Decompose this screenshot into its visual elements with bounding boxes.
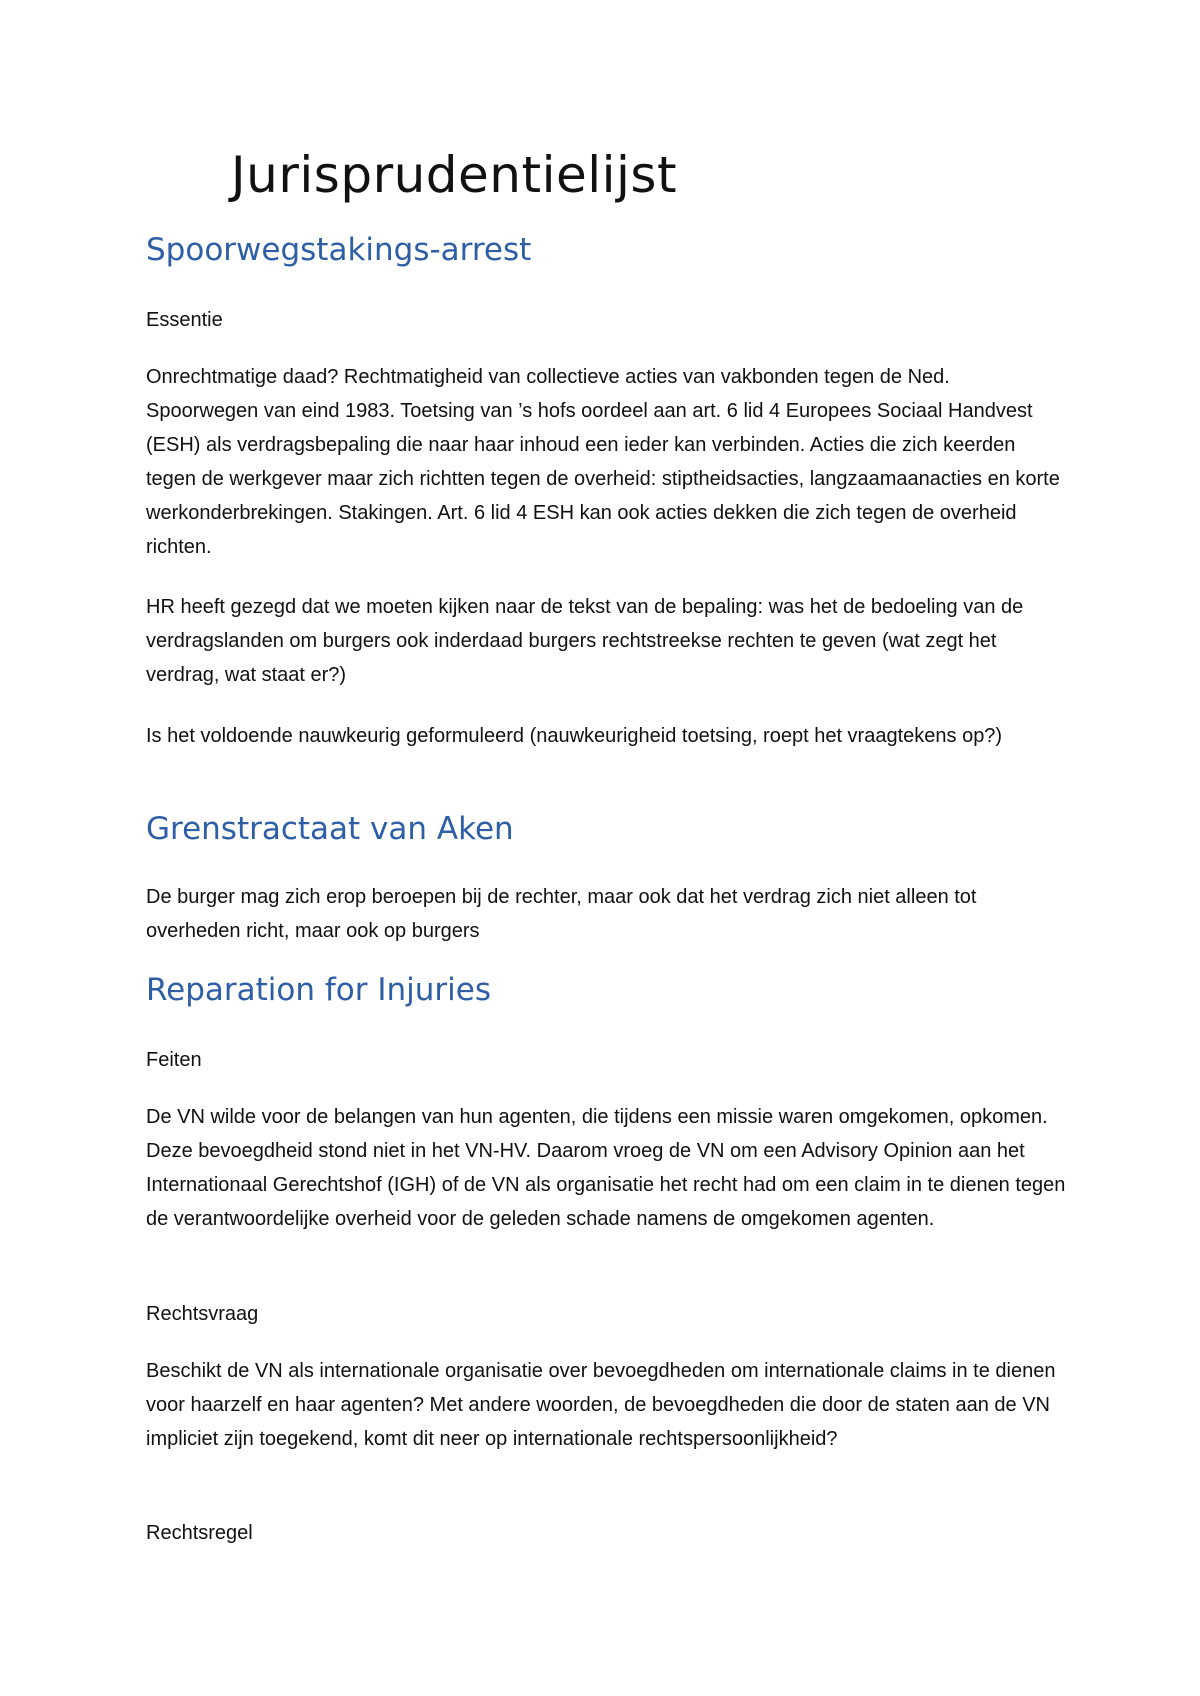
paragraph: Beschikt de VN als internationale organisatie over bevoegdheden om internationale claims in te dienen voor haarzelf en haar agenten? Met andere woorden, de bevoegdheden die door de staten aan de VN impliciet zijn toegekend, komt dit neer op internationale rechtspersoonlijkheid? [146, 1360, 1056, 1450]
document-title: Jurisprudentielijst [230, 146, 678, 204]
paragraph-label-rechtsvraag: Rechtsvraag [146, 1303, 259, 1325]
paragraph: De VN wilde voor de belangen van hun agenten, die tijdens een missie waren omgekomen, opkomen. Deze bevoegdheid stond niet in het VN-HV. Daarom vroeg de VN om een Advisory Opinion aan het Internationaal Gerechtshof (IGH) of de VN als organisatie het recht had om een claim in te dienen tegen de verantwoordelijke overheid voor de geleden schade namens de omgekomen agenten. [146, 1106, 1066, 1230]
paragraph-label-essentie: Essentie [146, 309, 223, 331]
paragraph-label-feiten: Feiten [146, 1049, 202, 1071]
paragraph: Is het voldoende nauwkeurig geformuleerd (nauwkeurigheid toetsing, roept het vraagtekens op?) [146, 725, 1003, 747]
paragraph: De burger mag zich erop beroepen bij de rechter, maar ook dat het verdrag zich niet alleen tot overheden richt, maar ook op burgers [146, 886, 977, 942]
paragraph: Onrechtmatige daad? Rechtmatigheid van collectieve acties van vakbonden tegen de Ned. Spoorwegen van eind 1983. Toetsing van ’s hofs oordeel aan art. 6 lid 4 Europees Sociaal Handvest (ESH) als verdragsbepaling die naar haar inhoud een ieder kan verbinden. Acties die zich keerden tegen de werkgever maar zich richtten tegen de overheid: stiptheidsacties, langzaamaanacties en korte werkonderbrekingen. Stakingen. Art. 6 lid 4 ESH kan ook acties dekken die zich tegen de overheid richten. [146, 366, 1060, 558]
paragraph: HR heeft gezegd dat we moeten kijken naar de tekst van de bepaling: was het de bedoeling van de verdragslanden om burgers ook inderdaad burgers rechtstreekse rechten te geven (wat zegt het verdrag, wat staat er?) [146, 596, 1024, 686]
section-heading-spoorwegstakings: Spoorwegstakings-arrest [146, 232, 532, 268]
section-heading-reparation: Reparation for Injuries [146, 972, 491, 1008]
section-heading-grenstractaat: Grenstractaat van Aken [146, 811, 514, 847]
paragraph-label-rechtsregel: Rechtsregel [146, 1522, 253, 1544]
